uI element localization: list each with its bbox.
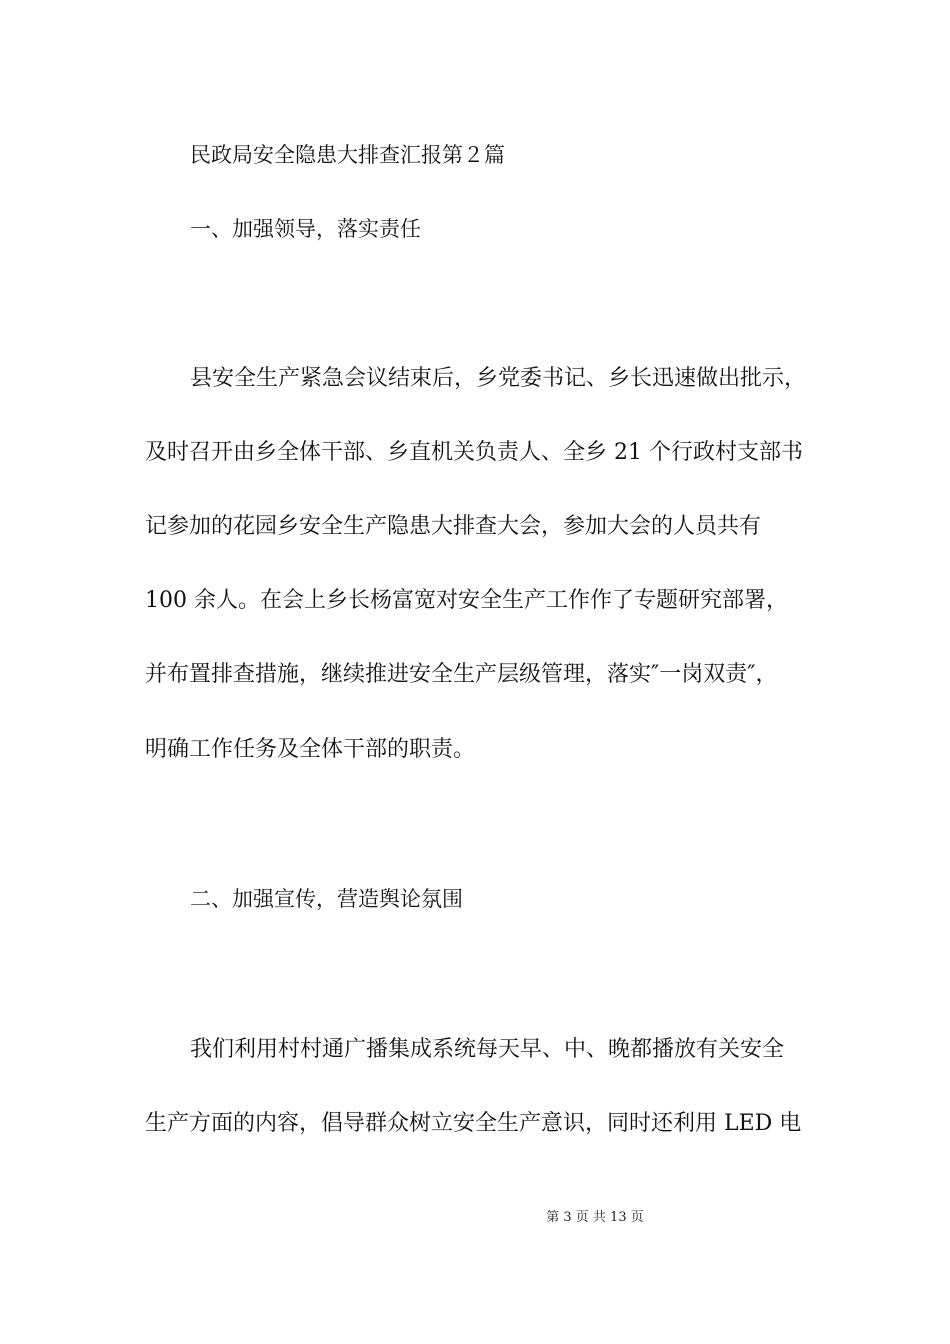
document-title: 民政局安全隐患大排查汇报第２篇 <box>190 143 505 167</box>
paragraph-line: 并布置排查措施，继续推进安全生产层级管理，落实″一岗双责″， <box>145 662 778 687</box>
section-2-heading: 二、加强宣传，营造舆论氛围 <box>190 887 463 911</box>
paragraph-line: 生产方面的内容，倡导群众树立安全生产意识，同时还利用 LED 电 <box>145 1111 802 1136</box>
paragraph-line: 及时召开由乡全体干部、乡直机关负责人、全乡 21 个行政村支部书 <box>145 440 803 465</box>
paragraph-line: 100 余人。在会上乡长杨富宽对安全生产工作作了专题研究部署， <box>145 588 788 613</box>
paragraph-line: 我们利用村村通广播集成系统每天早、中、晚都播放有关安全 <box>190 1037 785 1062</box>
paragraph-line: 明确工作任务及全体干部的职责。 <box>145 737 476 762</box>
paragraph-line: 记参加的花园乡安全生产隐患大排查大会，参加大会的人员共有 <box>145 514 762 539</box>
section-1-heading: 一、加强领导，落实责任 <box>190 217 421 241</box>
page-number-footer: 第 3 页 共 13 页 <box>546 1210 644 1225</box>
paragraph-line: 县安全生产紧急会议结束后，乡党委书记、乡长迅速做出批示， <box>190 366 807 391</box>
